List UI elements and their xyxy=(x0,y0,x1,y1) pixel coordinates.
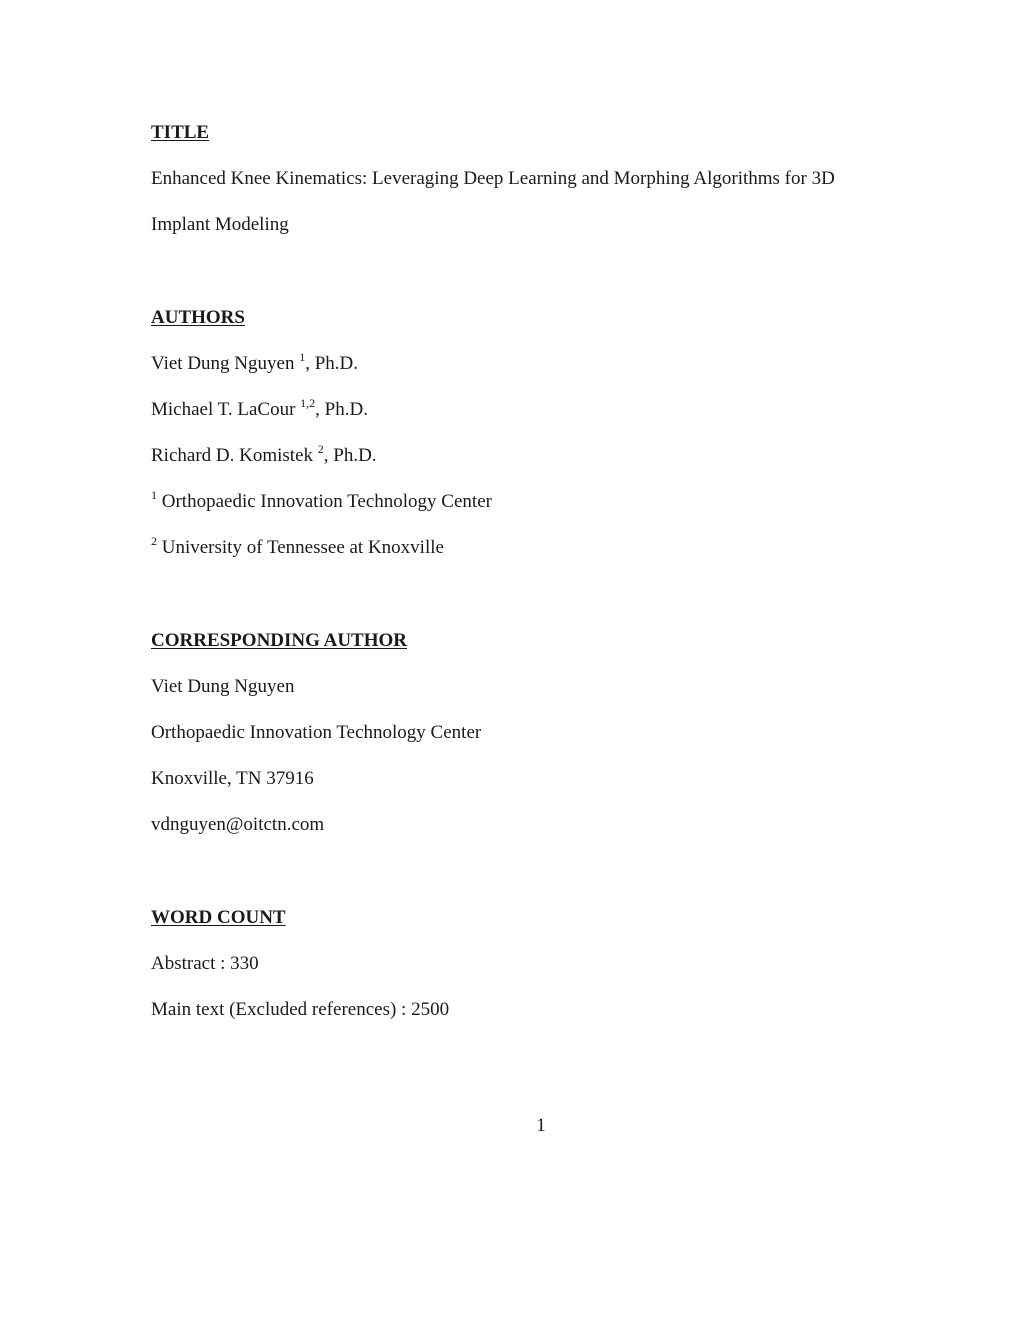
authors-heading: AUTHORS xyxy=(151,307,245,328)
author-degree: , Ph.D. xyxy=(305,353,358,374)
paper-title-line-1: Enhanced Knee Kinematics: Leveraging Deep Learning and Morphing Algorithms for 3D xyxy=(151,168,835,189)
affiliation-text: Orthopaedic Innovation Technology Center xyxy=(157,491,492,512)
corresponding-author-heading: CORRESPONDING AUTHOR xyxy=(151,630,407,651)
author-affiliation-mark: 2 xyxy=(317,442,324,456)
author-line xyxy=(151,442,377,468)
author-degree: , Ph.D. xyxy=(315,399,368,420)
author-name: Michael T. LaCour xyxy=(151,399,301,420)
corresponding-email: vdnguyen@oitctn.com xyxy=(151,814,325,835)
corresponding-location: Knoxville, TN 37916 xyxy=(151,768,314,789)
corresponding-organization: Orthopaedic Innovation Technology Center xyxy=(151,722,482,743)
author-affiliation-mark: 1,2 xyxy=(300,396,316,410)
affiliation-mark: 1 xyxy=(151,488,157,502)
title-heading: TITLE xyxy=(151,122,210,143)
abstract-word-count: Abstract : 330 xyxy=(151,953,259,974)
author-line xyxy=(151,350,358,376)
word-count-heading: WORD COUNT xyxy=(151,907,286,928)
author-line xyxy=(151,396,368,422)
author-name: Viet Dung Nguyen xyxy=(151,353,300,374)
affiliation-line xyxy=(151,488,492,514)
affiliation-text: University of Tennessee at Knoxville xyxy=(157,537,444,558)
affiliation-mark: 2 xyxy=(151,534,157,548)
paper-title-line-2: Implant Modeling xyxy=(151,214,289,235)
page-number: 1 xyxy=(536,1115,546,1136)
main-text-word-count: Main text (Excluded references) : 2500 xyxy=(151,999,450,1020)
author-name: Richard D. Komistek xyxy=(151,445,318,466)
author-affiliation-mark: 1 xyxy=(299,350,306,364)
corresponding-name: Viet Dung Nguyen xyxy=(151,676,295,697)
affiliation-line xyxy=(151,534,444,560)
author-degree: , Ph.D. xyxy=(323,445,377,466)
